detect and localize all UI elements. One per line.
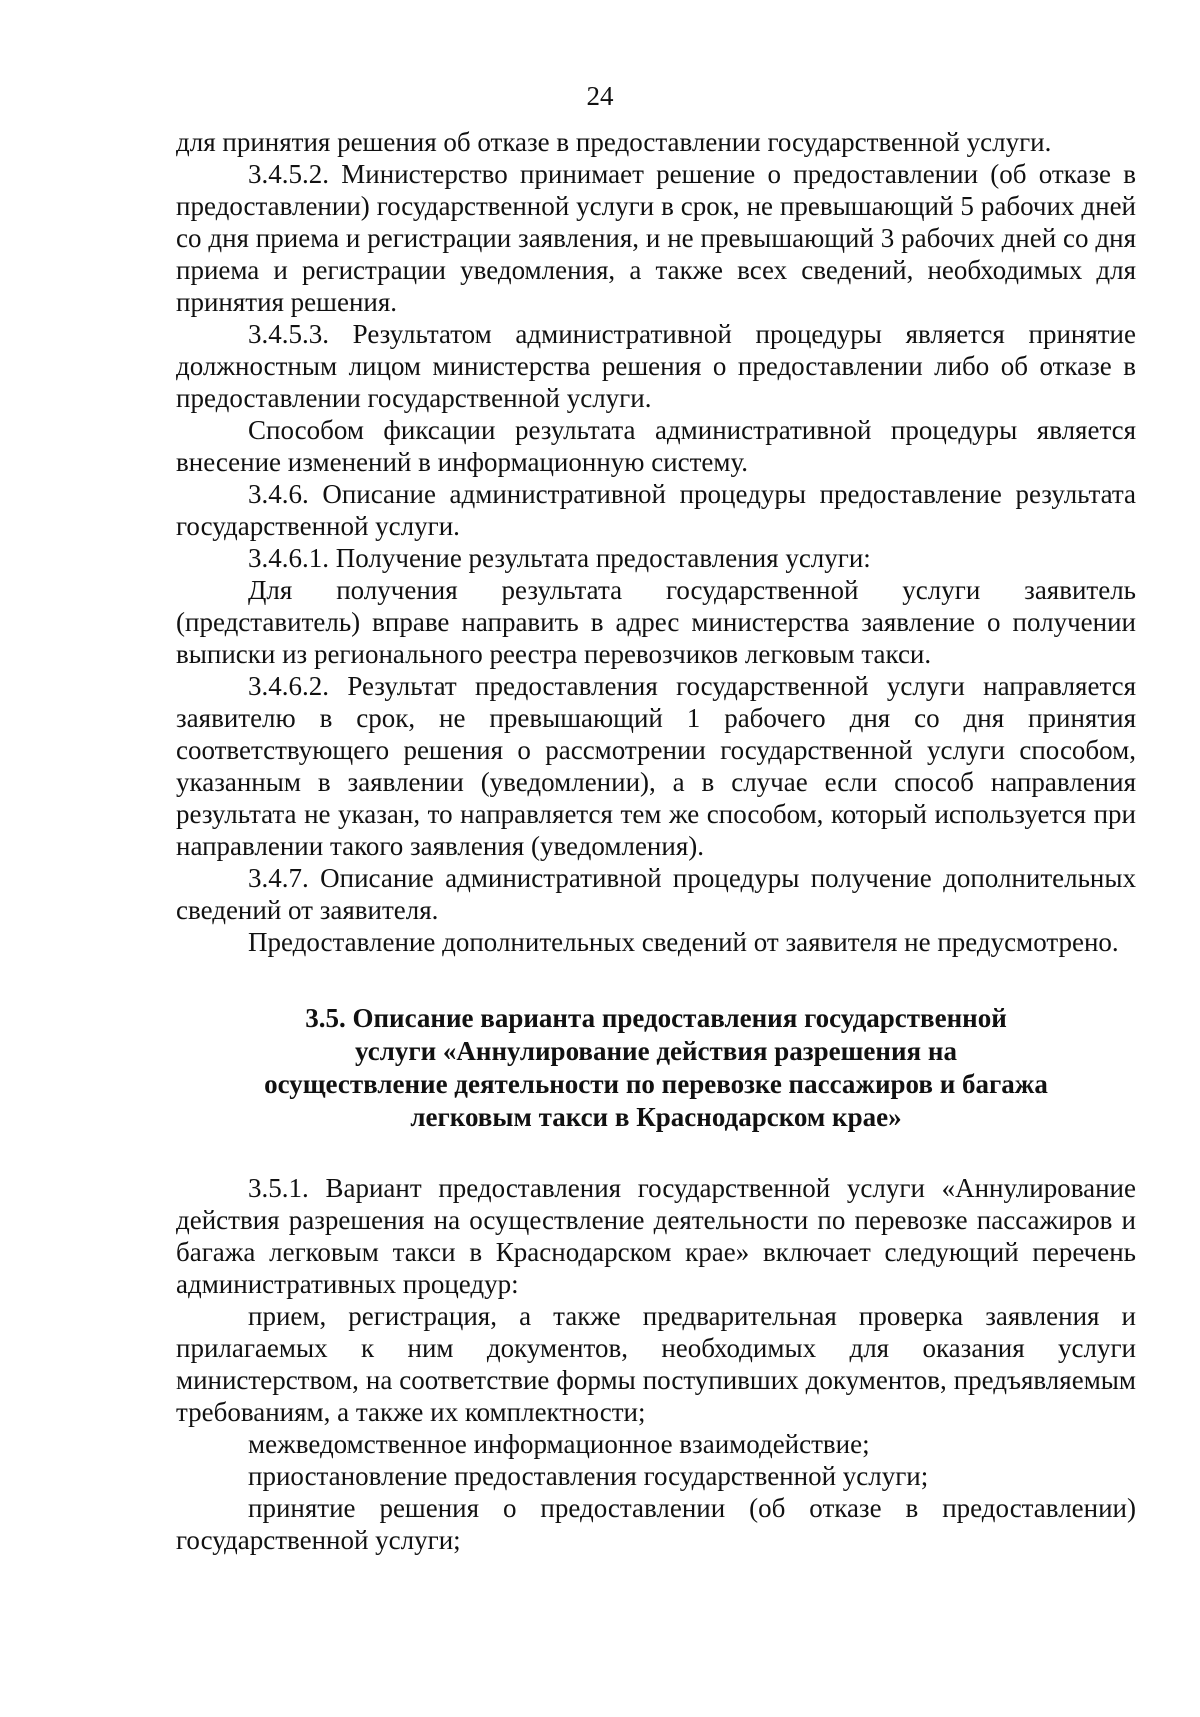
list-item: межведомственное информационное взаимодействие; xyxy=(248,1429,870,1459)
page-number: 24 xyxy=(586,81,614,111)
list-item: принятие решения о предоставлении (об отказе в предоставлении) государственной услуги; xyxy=(176,1493,1136,1555)
paragraph: 3.4.7. Описание административной процедуры получение дополнительных сведений от заявителя. xyxy=(176,863,1136,925)
paragraph: Предоставление дополнительных сведений от заявителя не предусмотрено. xyxy=(248,927,1119,957)
list-item: приостановление предоставления государственной услуги; xyxy=(248,1461,929,1491)
paragraph: для принятия решения об отказе в предоставлении государственной услуги. xyxy=(176,127,1052,157)
paragraph: Способом фиксации результата административной процедуры является внесение изменений в информационную систему. xyxy=(176,415,1136,477)
paragraph: 3.4.6.2. Результат предоставления государственной услуги направляется заявителю в срок, не превышающий 1 рабочего дня со дня принятия соответствующего решения о рассмотрении государственной услуги способом, указанным в заявлении (уведомлении), а в случае если способ направления результата не указан, то направляется тем же способом, который используется при направлении такого заявления (уведомления). xyxy=(176,671,1136,861)
paragraph: 3.4.6.1. Получение результата предоставления услуги: xyxy=(248,543,871,573)
paragraph: 3.4.5.2. Министерство принимает решение о предоставлении (об отказе в предоставлении) государственной услуги в срок, не превышающий 5 рабочих дней со дня приема и регистрации заявления, и не превышающий 3 рабочих дней со дня приема и регистрации уведомления, а также всех сведений, необходимых для принятия решения. xyxy=(176,159,1136,317)
paragraph: 3.4.5.3. Результатом административной процедуры является принятие должностным лицом министерства решения о предоставлении либо об отказе в предоставлении государственной услуги. xyxy=(176,319,1136,413)
list-item: прием, регистрация, а также предварительная проверка заявления и прилагаемых к ним документов, необходимых для оказания услуги министерством, на соответствие формы поступивших документов, предъявляемым требованиям, а также их комплектности; xyxy=(176,1301,1136,1427)
document-body xyxy=(176,126,1136,1556)
paragraph: 3.4.6. Описание административной процедуры предоставление результата государственной услуги. xyxy=(176,479,1136,541)
paragraph: Для получения результата государственной услуги заявитель (представитель) вправе направить в адрес министерства заявление о получении выписки из регионального реестра перевозчиков легковым такси. xyxy=(176,575,1136,669)
paragraph: 3.5.1. Вариант предоставления государственной услуги «Аннулирование действия разрешения на осуществление деятельности по перевозке пассажиров и багажа легковым такси в Краснодарском крае» включает следующий перечень административных процедур: xyxy=(176,1173,1136,1299)
section-heading: 3.5. Описание варианта предоставления государственной услуги «Аннулирование действия разрешения на осуществление деятельности по перевозке пассажиров и багажа легковым такси в Краснодарском крае» xyxy=(264,1003,1048,1132)
